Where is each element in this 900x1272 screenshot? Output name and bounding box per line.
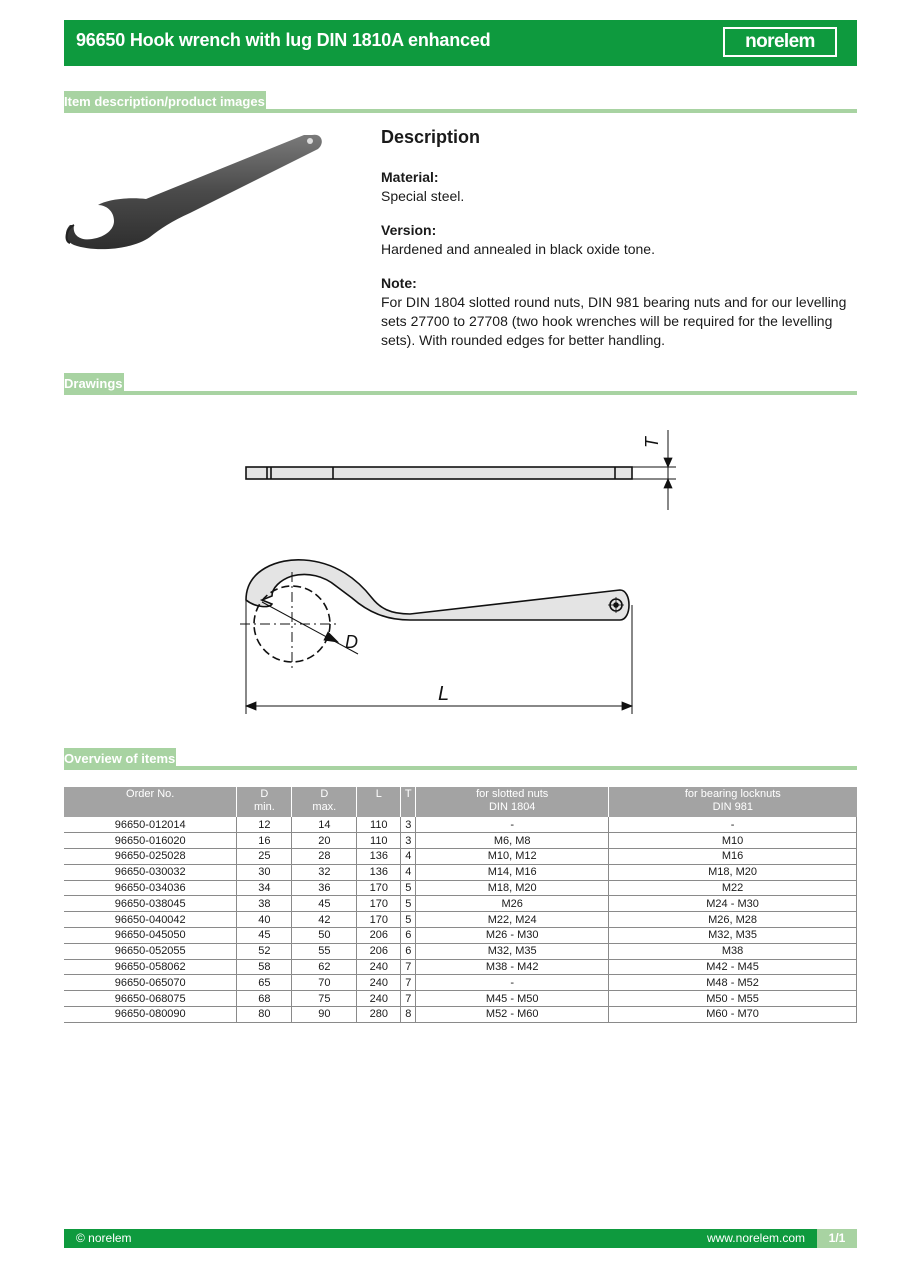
top-view-wrench [246,560,629,620]
table-cell: M22, M24 [416,912,609,928]
column-header-line1: Order No. [126,788,175,800]
table-cell: 96650-012014 [64,817,237,833]
table-cell: 52 [237,943,292,959]
table-cell: M50 - M55 [609,991,857,1007]
table-cell: M26, M28 [609,912,857,928]
version-block [381,221,851,259]
version-label: Version: [381,222,437,238]
table-cell: 38 [237,896,292,912]
table-cell: M52 - M60 [416,1007,609,1023]
table-cell: 75 [292,991,357,1007]
table-cell: 170 [357,880,401,896]
table-cell: M26 [416,896,609,912]
table-cell: 36 [292,880,357,896]
table-cell: 55 [292,943,357,959]
table-cell: M18, M20 [609,864,857,880]
table-cell: 45 [237,928,292,944]
items-table-wrap [64,787,857,1023]
table-row [64,880,857,896]
table-body [64,817,857,1022]
column-header [237,787,292,817]
column-header-line2: max. [312,801,337,813]
section-label: Item description/product images [64,91,266,113]
column-header-line1: L [375,788,382,800]
table-cell: 240 [357,975,401,991]
description-panel [381,128,851,365]
table-cell: M38 [609,943,857,959]
section-label: Overview of items [64,748,176,770]
version-text: Hardened and annealed in black oxide tone. [381,241,655,257]
table-cell: 65 [237,975,292,991]
table-cell: 8 [401,1007,416,1023]
description-title: Description [381,127,481,147]
page-title: 96650 Hook wrench with lug DIN 1810A enhanced [76,30,491,50]
section-divider [64,391,857,395]
table-cell: 6 [401,943,416,959]
column-header [416,787,609,817]
table-header-row [64,787,857,817]
table-row [64,817,857,833]
table-cell: 170 [357,896,401,912]
table-cell: M10 [609,833,857,849]
technical-drawing [200,420,700,720]
table-cell: 4 [401,849,416,865]
table-cell: M14, M16 [416,864,609,880]
table-row [64,943,857,959]
table-cell: - [416,975,609,991]
table-cell: 136 [357,849,401,865]
table-cell: 7 [401,959,416,975]
column-header-line2: DIN 981 [712,801,753,813]
table-cell: M16 [609,849,857,865]
table-row [64,896,857,912]
table-cell: M10, M12 [416,849,609,865]
table-cell: M60 - M70 [609,1007,857,1023]
table-cell: 7 [401,975,416,991]
table-cell: 40 [237,912,292,928]
column-header [64,787,237,817]
table-cell: 14 [292,817,357,833]
column-header [609,787,857,817]
section-divider [64,766,857,770]
table-cell: 96650-045050 [64,928,237,944]
table-cell: 206 [357,928,401,944]
table-cell: 136 [357,864,401,880]
table-row [64,912,857,928]
table-cell: 45 [292,896,357,912]
table-cell: 96650-030032 [64,864,237,880]
table-cell: 240 [357,991,401,1007]
footer-copyright: © norelem [76,1231,132,1245]
dimension-label-t: T [642,437,662,448]
table-cell: 110 [357,833,401,849]
table-cell: 42 [292,912,357,928]
footer-url[interactable]: www.norelem.com [706,1231,805,1245]
table-cell: 7 [401,991,416,1007]
column-header-line1: for slotted nuts [476,788,549,800]
table-cell: 5 [401,912,416,928]
table-cell: - [609,817,857,833]
note-label: Note: [381,275,417,291]
table-row [64,849,857,865]
column-header-line1: D [320,788,329,800]
material-label: Material: [381,169,439,185]
table-cell: 80 [237,1007,292,1023]
table-cell: 3 [401,833,416,849]
note-text: For DIN 1804 slotted round nuts, DIN 981 bearing nuts and for our levelling sets 27700 to 27708 (two hook wrenches will be required for the levelling sets). With rounded edges for better handling. [381,294,847,348]
table-cell: 70 [292,975,357,991]
table-cell: 206 [357,943,401,959]
items-table [64,787,857,1023]
table-cell: M32, M35 [609,928,857,944]
table-cell: 30 [237,864,292,880]
table-cell: 20 [292,833,357,849]
side-view-bar [246,467,632,479]
section-item-description [64,91,857,113]
wrench-body [66,135,322,249]
section-drawings [64,373,857,395]
table-cell: M45 - M50 [416,991,609,1007]
table-cell: M22 [609,880,857,896]
column-header [401,787,416,817]
column-header-line2: min. [253,801,275,813]
table-cell: 96650-025028 [64,849,237,865]
footer-page-number: 1/1 [817,1229,857,1248]
table-row [64,928,857,944]
table-cell: 34 [237,880,292,896]
table-cell: 4 [401,864,416,880]
table-cell: 240 [357,959,401,975]
table-row [64,1007,857,1023]
table-cell: 16 [237,833,292,849]
table-cell: M48 - M52 [609,975,857,991]
table-cell: 6 [401,928,416,944]
table-cell: 96650-065070 [64,975,237,991]
footer-bar [64,1229,857,1248]
table-cell: 170 [357,912,401,928]
table-cell: 12 [237,817,292,833]
norelem-logo [723,27,837,57]
table-cell: 3 [401,817,416,833]
section-overview [64,748,857,770]
table-cell: 5 [401,896,416,912]
logo-text: norelem [745,31,815,52]
header-bar [64,20,857,66]
table-cell: 32 [292,864,357,880]
table-cell: M18, M20 [416,880,609,896]
table-row [64,959,857,975]
table-cell: 5 [401,880,416,896]
table-cell: 50 [292,928,357,944]
table-cell: 96650-058062 [64,959,237,975]
table-cell: 110 [357,817,401,833]
table-cell: - [416,817,609,833]
material-text: Special steel. [381,188,465,204]
note-block [381,274,851,350]
product-image-hook-wrench [60,125,330,257]
table-cell: 25 [237,849,292,865]
column-header-line1: for bearing locknuts [684,788,781,800]
table-cell: 96650-052055 [64,943,237,959]
table-cell: 68 [237,991,292,1007]
column-header-line1: T [404,788,412,800]
table-row [64,991,857,1007]
table-cell: 58 [237,959,292,975]
table-cell: M24 - M30 [609,896,857,912]
table-cell: 96650-068075 [64,991,237,1007]
column-header [357,787,401,817]
table-cell: 96650-080090 [64,1007,237,1023]
wrench-hole [307,138,313,144]
material-block [381,168,851,206]
dimension-label-d: D [345,632,358,652]
table-cell: 280 [357,1007,401,1023]
column-header-line2: DIN 1804 [488,801,536,813]
table-cell: 62 [292,959,357,975]
table-cell: 96650-040042 [64,912,237,928]
table-cell: 96650-034036 [64,880,237,896]
table-cell: M6, M8 [416,833,609,849]
table-cell: 90 [292,1007,357,1023]
table-row [64,833,857,849]
section-label: Drawings [64,373,124,395]
table-cell: M42 - M45 [609,959,857,975]
table-cell: M26 - M30 [416,928,609,944]
column-header [292,787,357,817]
table-row [64,864,857,880]
table-cell: M32, M35 [416,943,609,959]
table-cell: 96650-038045 [64,896,237,912]
table-cell: M38 - M42 [416,959,609,975]
table-row [64,975,857,991]
dimension-label-l: L [438,683,450,705]
table-cell: 96650-016020 [64,833,237,849]
column-header-line1: D [260,788,269,800]
table-cell: 28 [292,849,357,865]
